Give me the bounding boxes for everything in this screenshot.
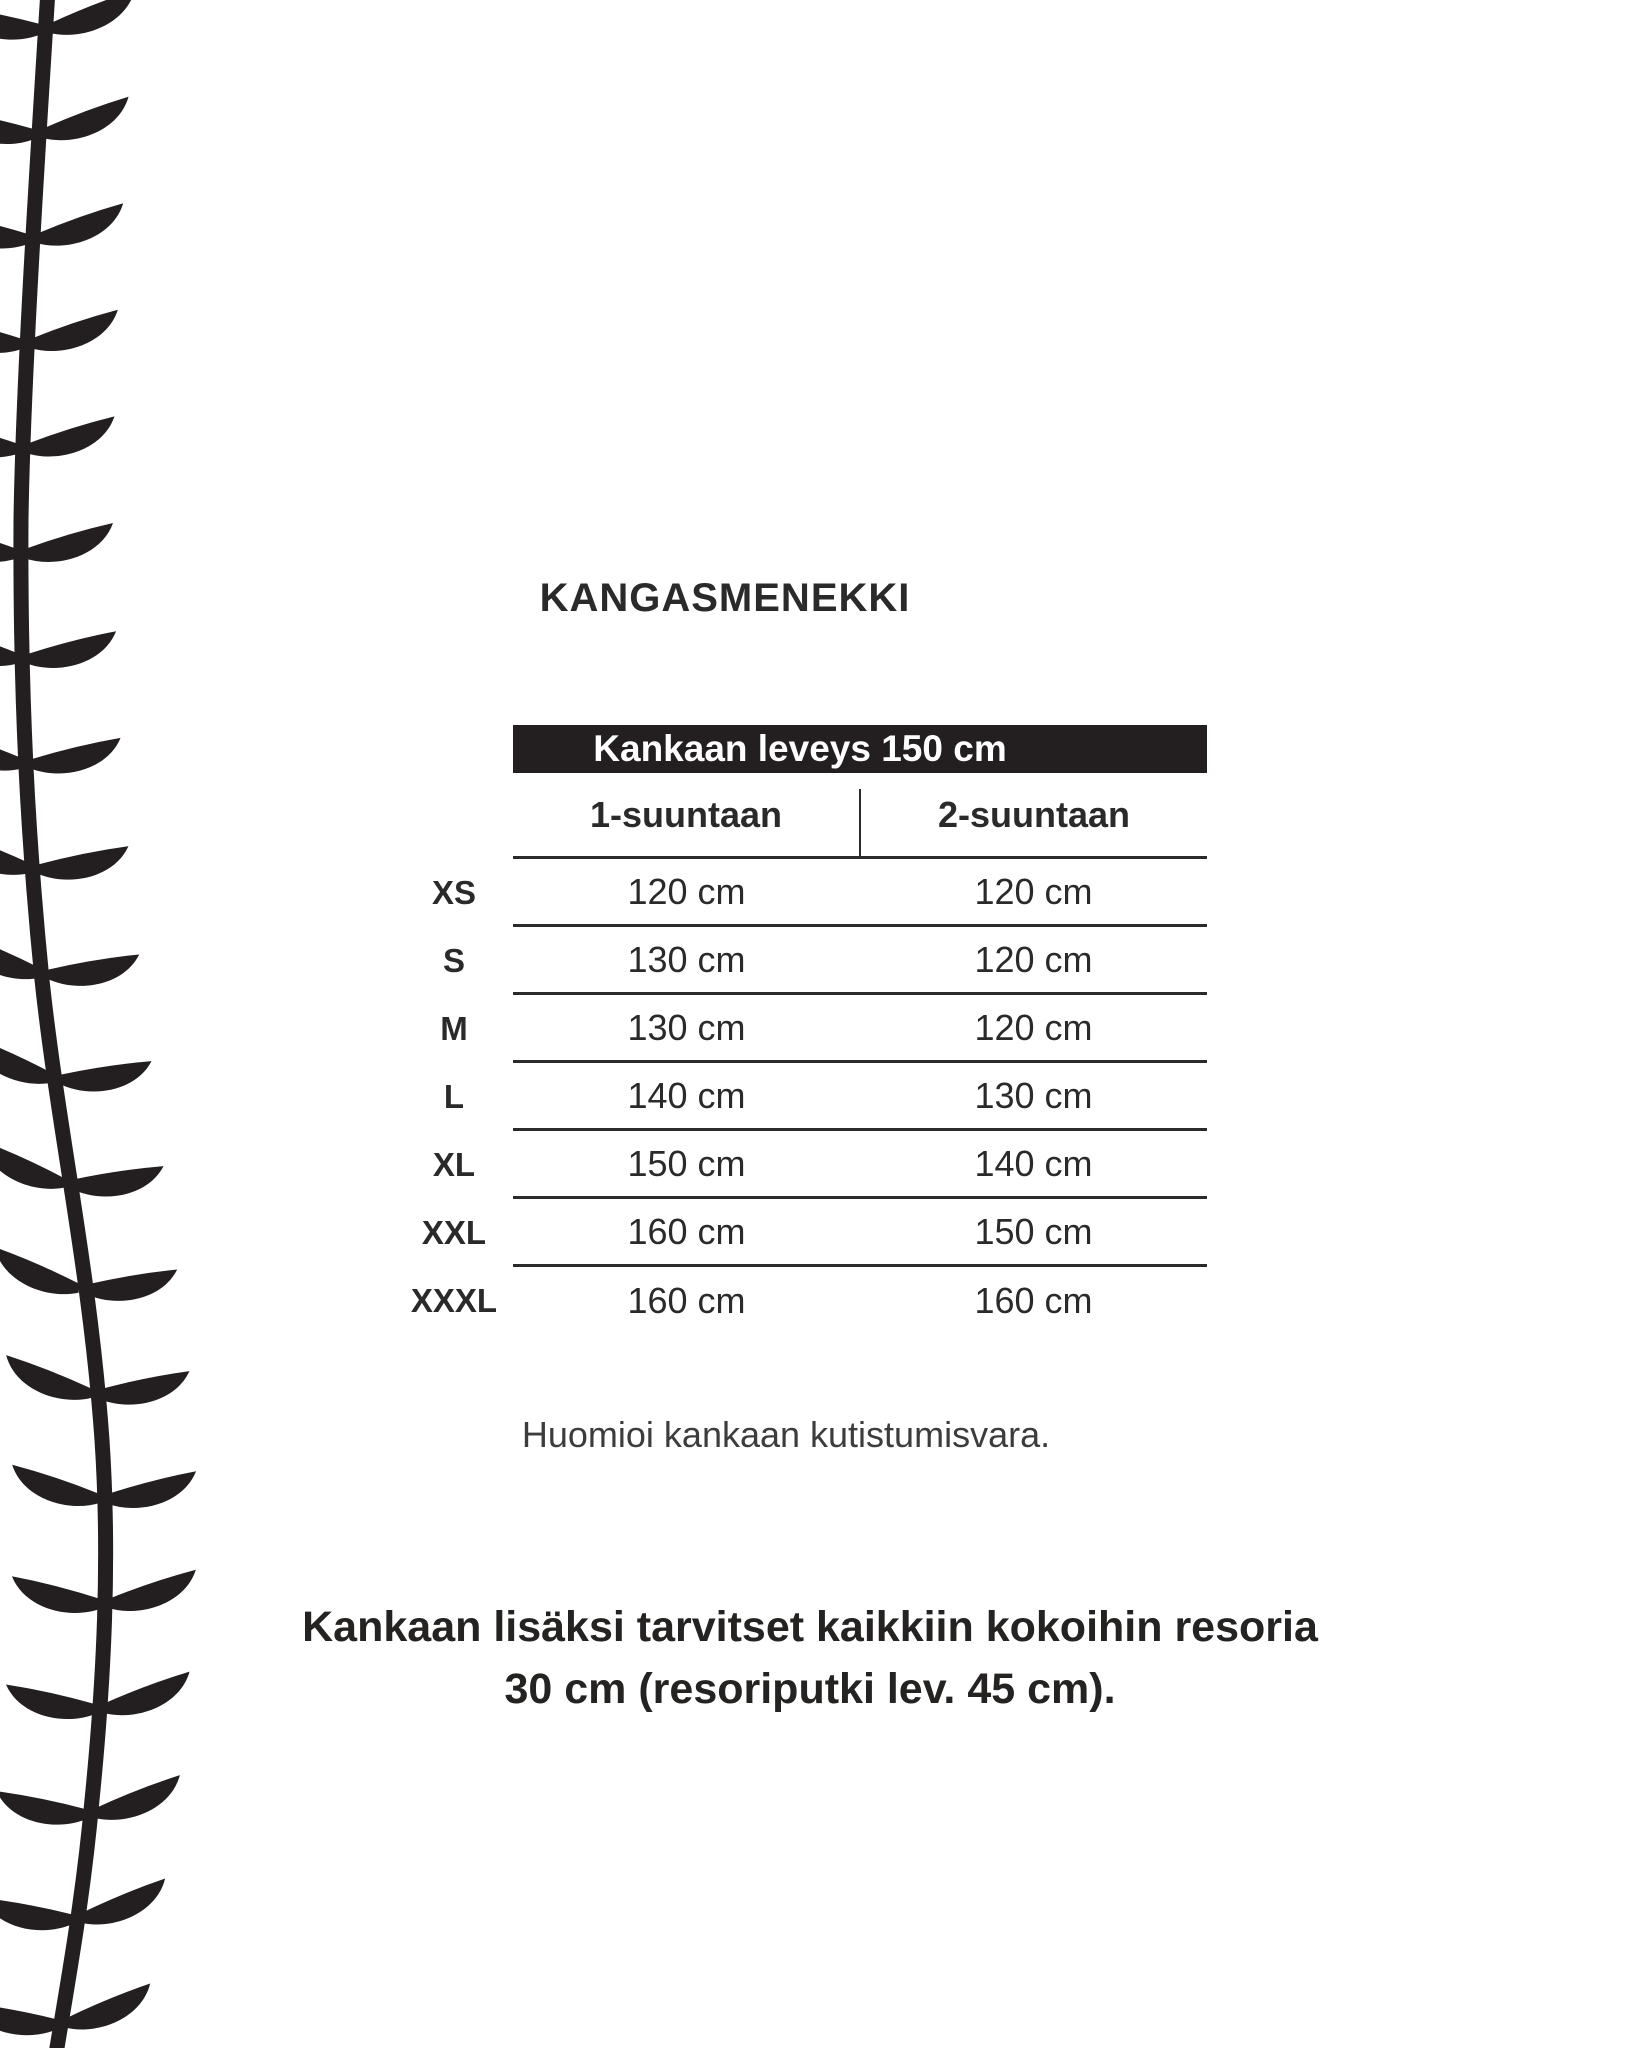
- value-1-suuntaan: 160 cm: [627, 1280, 746, 1321]
- ribbing-instruction: [10, 1596, 1610, 1720]
- value-2-suuntaan: 120 cm: [974, 1006, 1093, 1048]
- value-1-suuntaan: 120 cm: [627, 870, 746, 912]
- value-1-suuntaan: 160 cm: [627, 1210, 746, 1252]
- leaf-vine-icon: [0, 0, 210, 2048]
- page-title: KANGASMENEKKI: [539, 576, 911, 620]
- table-row-xs: [395, 859, 1207, 927]
- size-label: M: [440, 1010, 468, 1047]
- column-header-2-suuntaan: 2-suuntaan: [937, 793, 1131, 835]
- value-1-suuntaan: 150 cm: [627, 1142, 746, 1184]
- value-1-suuntaan: 130 cm: [627, 938, 746, 980]
- table-header-bar: Kankaan leveys 150 cm: [513, 725, 1207, 773]
- value-2-suuntaan: 130 cm: [974, 1074, 1093, 1116]
- size-label: L: [443, 1078, 465, 1115]
- table-row-xl: [395, 1131, 1207, 1199]
- table-row-s: [395, 927, 1207, 995]
- ribbing-instruction-line2: 30 cm (resoriputki lev. 45 cm).: [504, 1665, 1116, 1713]
- table-row-l: [395, 1063, 1207, 1131]
- value-1-suuntaan: 140 cm: [627, 1074, 746, 1116]
- column-header-1-suuntaan: 1-suuntaan: [589, 793, 783, 835]
- value-2-suuntaan: 160 cm: [974, 1280, 1093, 1321]
- size-label: S: [442, 942, 465, 979]
- vine-stem: [21, 0, 106, 2048]
- table-row-m: [395, 995, 1207, 1063]
- ribbing-instruction-line1: Kankaan lisäksi tarvitset kaikkiin kokoihin resoria: [302, 1603, 1318, 1651]
- value-2-suuntaan: 120 cm: [974, 938, 1093, 980]
- value-2-suuntaan: 120 cm: [974, 870, 1093, 912]
- size-label: XXXL: [410, 1282, 498, 1319]
- table-row-xxxl: [395, 1267, 1207, 1335]
- value-1-suuntaan: 130 cm: [627, 1006, 746, 1048]
- size-label: XXL: [421, 1214, 487, 1251]
- size-label: XS: [431, 874, 477, 911]
- size-label: XL: [432, 1146, 476, 1183]
- table-subheader-row: [395, 773, 1207, 859]
- fabric-consumption-table: [395, 725, 1207, 1335]
- table-row-xxl: [395, 1199, 1207, 1267]
- size-column-spacer: [395, 773, 513, 859]
- value-2-suuntaan: 150 cm: [974, 1210, 1093, 1252]
- shrinkage-note: Huomioi kankaan kutistumisvara.: [521, 1414, 1051, 1455]
- value-2-suuntaan: 140 cm: [974, 1142, 1093, 1184]
